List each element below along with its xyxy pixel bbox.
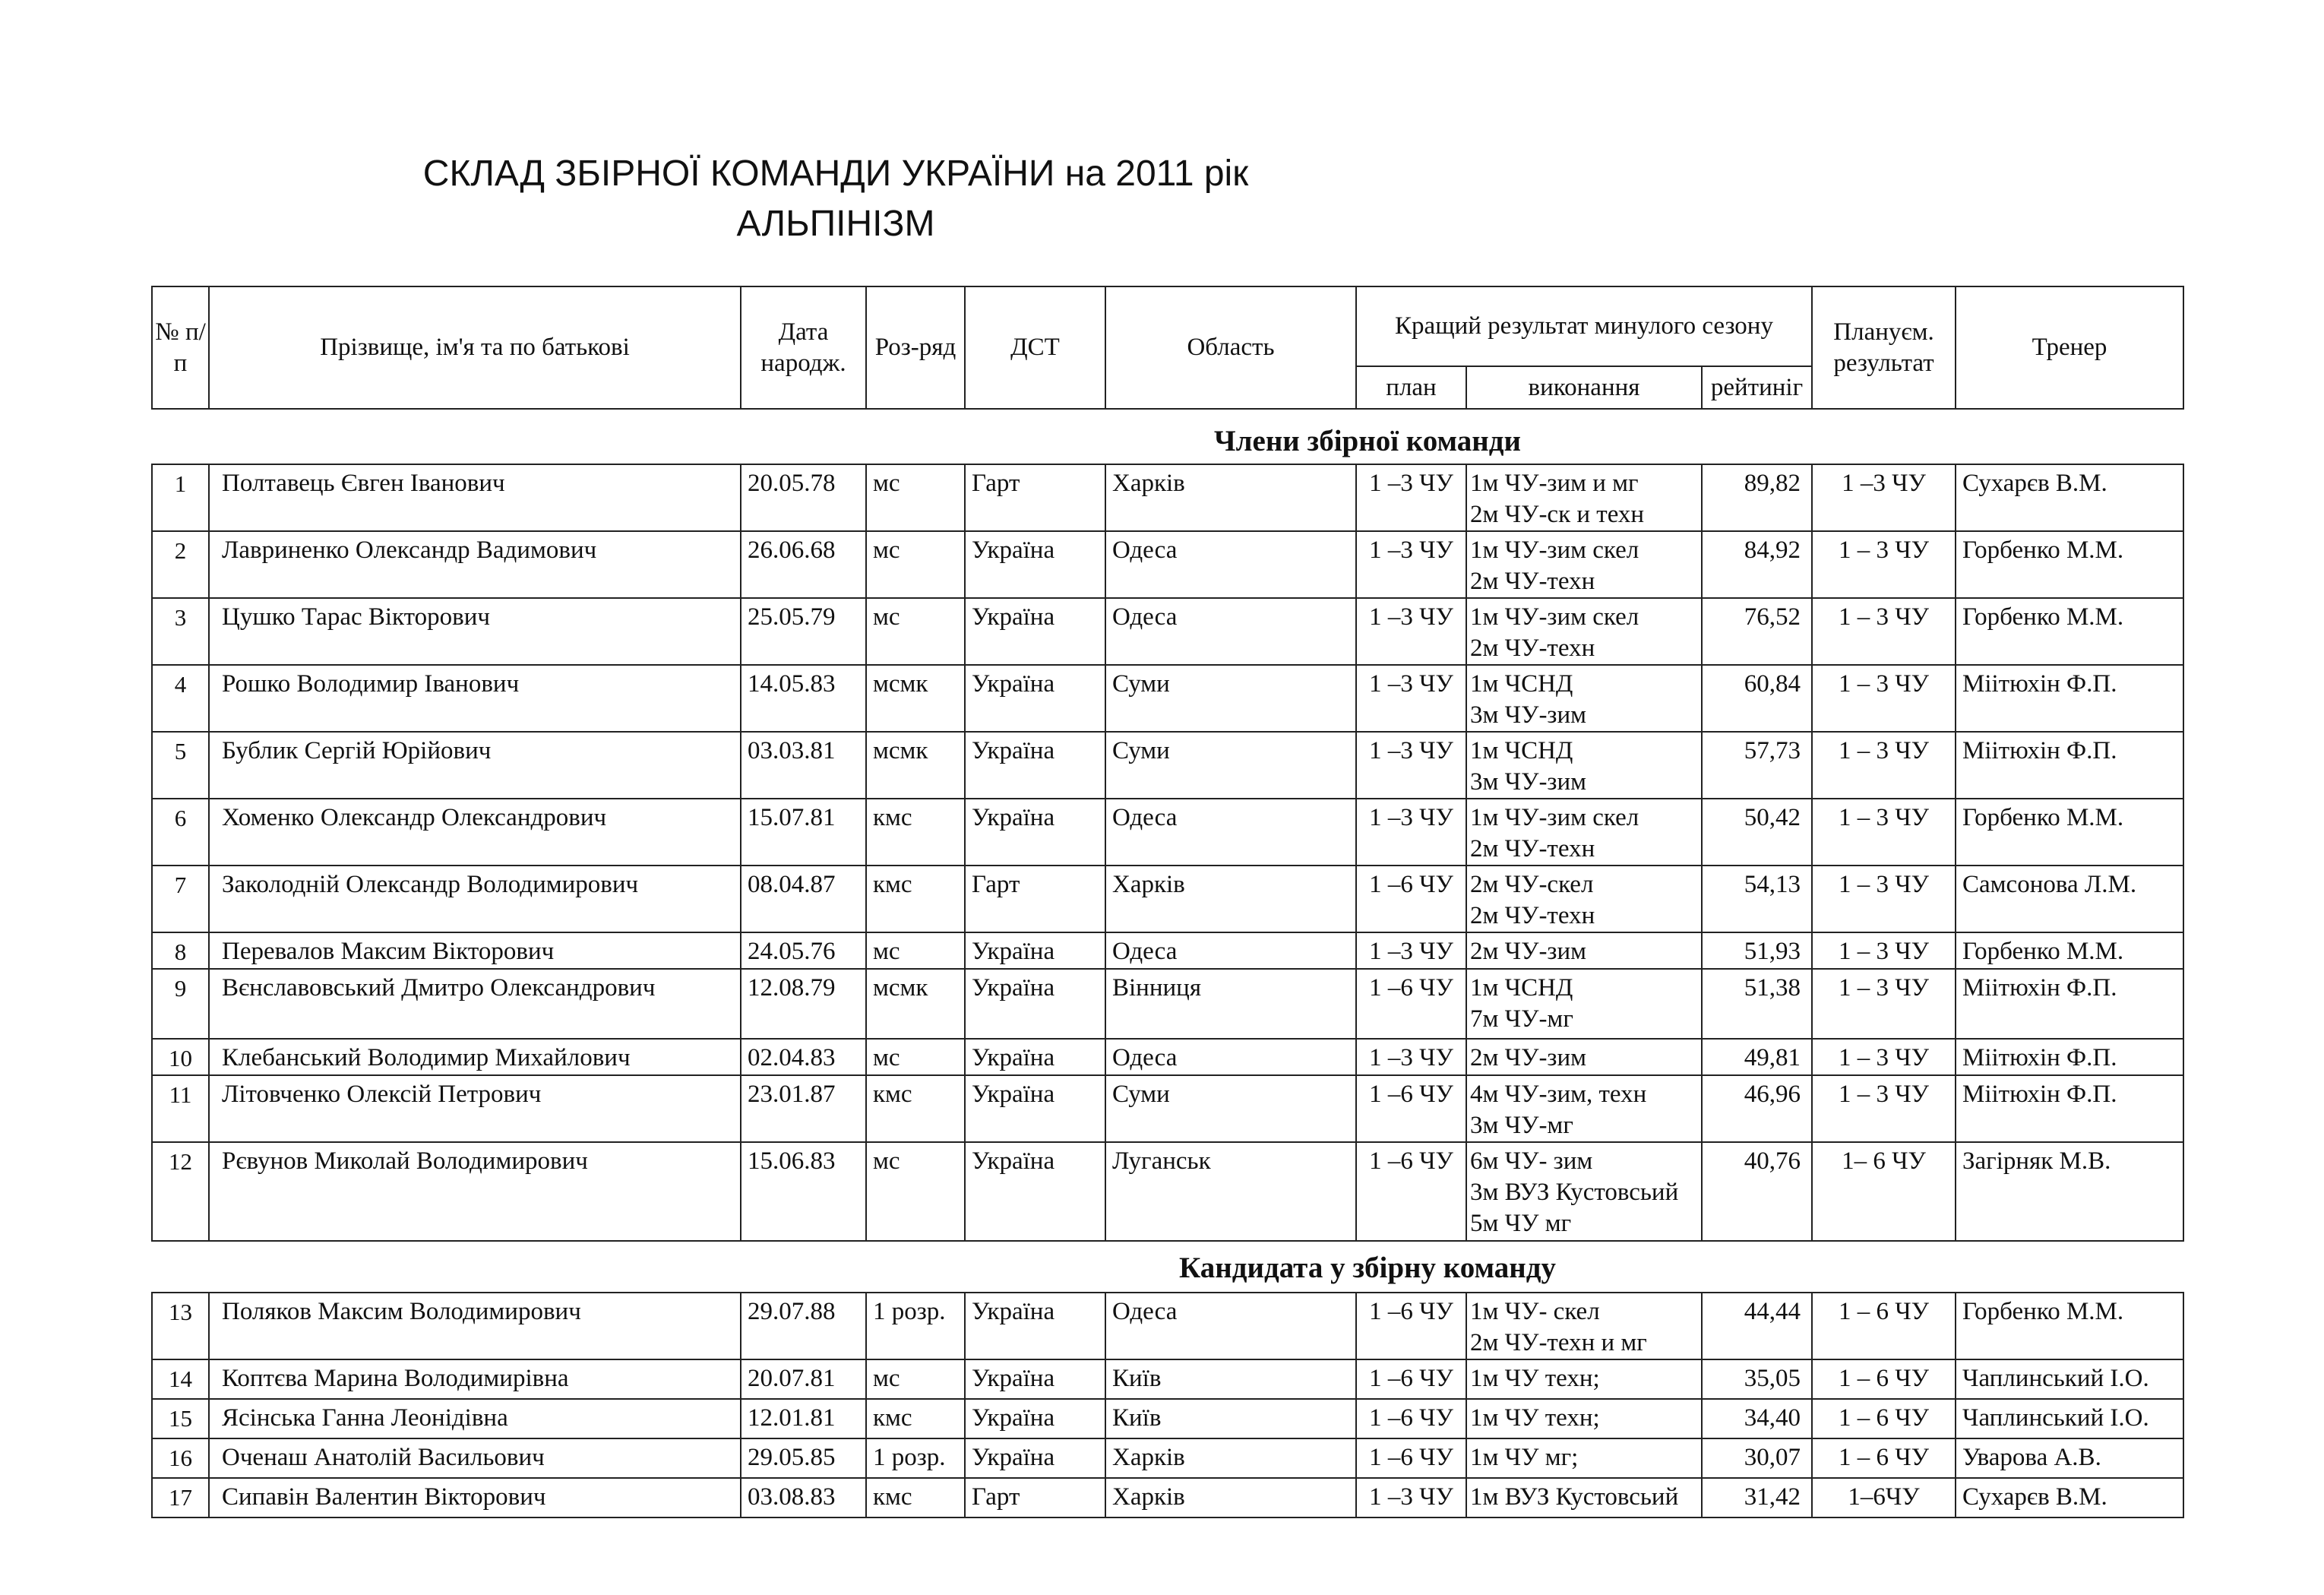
row-region: Одеса bbox=[1105, 598, 1356, 665]
row-result bbox=[1466, 665, 1702, 732]
row-planned: 1 – 3 ЧУ bbox=[1812, 969, 1956, 1039]
row-planned: 1 – 3 ЧУ bbox=[1812, 665, 1956, 732]
row-plan: 1 –6 ЧУ bbox=[1356, 969, 1466, 1039]
result-line: 1м ЧУ-зим скел bbox=[1470, 603, 1639, 631]
row-dob: 24.05.76 bbox=[741, 932, 866, 969]
row-plan: 1 –3 ЧУ bbox=[1356, 665, 1466, 732]
row-dob: 03.03.81 bbox=[741, 732, 866, 799]
result-line: 1м ЧУ мг; bbox=[1470, 1444, 1579, 1471]
row-rating: 46,96 bbox=[1702, 1075, 1812, 1142]
title-line-1: СКЛАД ЗБІРНОЇ КОМАНДИ УКРАЇНИ на 2011 рік bbox=[422, 153, 1249, 194]
row-planned: 1 – 6 ЧУ bbox=[1812, 1293, 1956, 1359]
row-result bbox=[1466, 1293, 1702, 1359]
table-row bbox=[152, 1142, 2183, 1241]
header-rating: рейтиніг bbox=[1702, 366, 1812, 409]
row-coach: Міітюхін Ф.П. bbox=[1956, 665, 2183, 732]
row-number: 8 bbox=[152, 932, 209, 969]
result-line: 2м ЧУ-техн bbox=[1470, 568, 1595, 595]
table-row bbox=[152, 969, 2183, 1039]
row-dob: 02.04.83 bbox=[741, 1039, 866, 1075]
row-rating: 84,92 bbox=[1702, 531, 1812, 598]
row-dob: 26.06.68 bbox=[741, 531, 866, 598]
row-coach: Загірняк М.В. bbox=[1956, 1142, 2183, 1241]
result-line: 1м ЧСНД bbox=[1470, 974, 1573, 1002]
row-coach: Міітюхін Ф.П. bbox=[1956, 732, 2183, 799]
row-rank: мсмк bbox=[866, 665, 965, 732]
members-table bbox=[151, 464, 2184, 1242]
row-dst: Україна bbox=[965, 1438, 1105, 1478]
row-rank: мсмк bbox=[866, 969, 965, 1039]
row-name: Літовченко Олексій Петрович bbox=[209, 1075, 741, 1142]
row-name: Вєнславовський Дмитро Олександрович bbox=[209, 969, 741, 1039]
row-region: Суми bbox=[1105, 665, 1356, 732]
table-row bbox=[152, 1399, 2183, 1438]
row-coach: Горбенко М.М. bbox=[1956, 1293, 2183, 1359]
row-dst: Україна bbox=[965, 799, 1105, 866]
row-planned: 1 – 3 ЧУ bbox=[1812, 799, 1956, 866]
row-coach: Уварова А.В. bbox=[1956, 1438, 2183, 1478]
header-coach: Тренер bbox=[1956, 286, 2183, 409]
row-number: 5 bbox=[152, 732, 209, 799]
row-rank: мс bbox=[866, 1359, 965, 1399]
row-name: Оченаш Анатолій Васильович bbox=[209, 1438, 741, 1478]
header-num: № п/п bbox=[152, 286, 209, 409]
row-number: 17 bbox=[152, 1478, 209, 1517]
row-result bbox=[1466, 1399, 1702, 1438]
row-name: Ясінська Ганна Леонідівна bbox=[209, 1399, 741, 1438]
row-coach: Горбенко М.М. bbox=[1956, 598, 2183, 665]
row-rank: кмс bbox=[866, 1478, 965, 1517]
row-rating: 54,13 bbox=[1702, 866, 1812, 932]
row-rating: 76,52 bbox=[1702, 598, 1812, 665]
header-dst: ДСТ bbox=[965, 286, 1105, 409]
table-row bbox=[152, 866, 2183, 932]
result-line: 1м ЧУ-зим скел bbox=[1470, 536, 1639, 564]
row-name: Заколодній Олександр Володимирович bbox=[209, 866, 741, 932]
row-planned: 1 – 3 ЧУ bbox=[1812, 732, 1956, 799]
row-region: Одеса bbox=[1105, 1039, 1356, 1075]
row-result bbox=[1466, 531, 1702, 598]
row-dst: Україна bbox=[965, 969, 1105, 1039]
row-planned: 1 – 3 ЧУ bbox=[1812, 531, 1956, 598]
header-region: Область bbox=[1105, 286, 1356, 409]
row-result bbox=[1466, 799, 1702, 866]
row-name: Бублик Сергій Юрійович bbox=[209, 732, 741, 799]
row-coach: Горбенко М.М. bbox=[1956, 531, 2183, 598]
row-dob: 03.08.83 bbox=[741, 1478, 866, 1517]
row-plan: 1 –6 ЧУ bbox=[1356, 1359, 1466, 1399]
row-name: Цушко Тарас Вікторович bbox=[209, 598, 741, 665]
row-dob: 25.05.79 bbox=[741, 598, 866, 665]
result-line: 2м ЧУ-зим bbox=[1470, 938, 1587, 965]
row-planned: 1 – 6 ЧУ bbox=[1812, 1399, 1956, 1438]
row-number: 3 bbox=[152, 598, 209, 665]
row-rank: мс bbox=[866, 598, 965, 665]
result-line: 2м ЧУ-ск и техн bbox=[1470, 501, 1645, 528]
row-number: 15 bbox=[152, 1399, 209, 1438]
row-plan: 1 –6 ЧУ bbox=[1356, 1293, 1466, 1359]
row-dst: Україна bbox=[965, 1399, 1105, 1438]
result-line: 4м ЧУ-зим, техн bbox=[1470, 1081, 1647, 1108]
table-row bbox=[152, 531, 2183, 598]
table-row bbox=[152, 665, 2183, 732]
row-number: 9 bbox=[152, 969, 209, 1039]
table-row bbox=[152, 799, 2183, 866]
row-plan: 1 –3 ЧУ bbox=[1356, 1039, 1466, 1075]
result-line: 1м ЧУ-зим и мг bbox=[1470, 470, 1639, 497]
row-dst: Україна bbox=[965, 665, 1105, 732]
row-region: Одеса bbox=[1105, 932, 1356, 969]
row-result bbox=[1466, 1039, 1702, 1075]
row-region: Луганськ bbox=[1105, 1142, 1356, 1241]
row-dob: 14.05.83 bbox=[741, 665, 866, 732]
row-rating: 35,05 bbox=[1702, 1359, 1812, 1399]
row-planned: 1 – 3 ЧУ bbox=[1812, 932, 1956, 969]
row-region: Вінниця bbox=[1105, 969, 1356, 1039]
row-rank: кмс bbox=[866, 1075, 965, 1142]
table-row bbox=[152, 1359, 2183, 1399]
row-name: Хоменко Олександр Олександрович bbox=[209, 799, 741, 866]
header-rank: Роз-ряд bbox=[866, 286, 965, 409]
row-coach: Міітюхін Ф.П. bbox=[1956, 1039, 2183, 1075]
table-row bbox=[152, 932, 2183, 969]
row-dst: Україна bbox=[965, 531, 1105, 598]
row-rating: 31,42 bbox=[1702, 1478, 1812, 1517]
row-rank: мсмк bbox=[866, 732, 965, 799]
result-line: 2м ЧУ-техн bbox=[1470, 835, 1595, 862]
row-plan: 1 –3 ЧУ bbox=[1356, 1478, 1466, 1517]
row-rating: 50,42 bbox=[1702, 799, 1812, 866]
row-plan: 1 –6 ЧУ bbox=[1356, 1438, 1466, 1478]
header-planned-result: Плануєм. результат bbox=[1812, 286, 1956, 409]
row-number: 10 bbox=[152, 1039, 209, 1075]
result-line: 7м ЧУ-мг bbox=[1470, 1005, 1573, 1033]
result-line: 1м ЧУ техн; bbox=[1470, 1404, 1600, 1432]
row-number: 16 bbox=[152, 1438, 209, 1478]
row-region: Харків bbox=[1105, 464, 1356, 531]
row-dst: Україна bbox=[965, 1142, 1105, 1241]
row-name: Клебанський Володимир Михайлович bbox=[209, 1039, 741, 1075]
row-rank: мс bbox=[866, 531, 965, 598]
row-region: Одеса bbox=[1105, 799, 1356, 866]
result-line: 1м ВУЗ Кустовсьий bbox=[1470, 1483, 1679, 1511]
row-dob: 12.01.81 bbox=[741, 1399, 866, 1438]
row-plan: 1 –6 ЧУ bbox=[1356, 1142, 1466, 1241]
result-line: 2м ЧУ-зим bbox=[1470, 1044, 1587, 1071]
row-name: Коптєва Марина Володимирівна bbox=[209, 1359, 741, 1399]
result-line: 2м ЧУ-техн и мг bbox=[1470, 1329, 1647, 1356]
row-rating: 34,40 bbox=[1702, 1399, 1812, 1438]
row-rank: мс bbox=[866, 464, 965, 531]
row-result bbox=[1466, 1359, 1702, 1399]
row-dst: Україна bbox=[965, 598, 1105, 665]
row-planned: 1 – 3 ЧУ bbox=[1812, 1039, 1956, 1075]
header-name: Прізвище, ім'я та по батькові bbox=[209, 286, 741, 409]
row-number: 11 bbox=[152, 1075, 209, 1142]
header-best-result: Кращий результат минулого сезону bbox=[1356, 286, 1812, 366]
row-coach: Сухарєв В.М. bbox=[1956, 1478, 2183, 1517]
result-line: 3м ВУЗ Кустовсьий bbox=[1470, 1179, 1679, 1206]
row-rating: 57,73 bbox=[1702, 732, 1812, 799]
members-section-title: Члени збірної команди bbox=[1214, 425, 1521, 457]
result-line: 3м ЧУ-зим bbox=[1470, 701, 1587, 729]
row-rank: мс bbox=[866, 1142, 965, 1241]
row-dst: Україна bbox=[965, 1039, 1105, 1075]
row-number: 2 bbox=[152, 531, 209, 598]
row-region: Одеса bbox=[1105, 1293, 1356, 1359]
row-region: Київ bbox=[1105, 1399, 1356, 1438]
document-title bbox=[0, 149, 1671, 249]
title-line-2: АЛЬПІНІЗМ bbox=[736, 204, 935, 244]
header-execution: виконання bbox=[1466, 366, 1702, 409]
row-coach: Горбенко М.М. bbox=[1956, 799, 2183, 866]
row-result bbox=[1466, 464, 1702, 531]
row-result bbox=[1466, 969, 1702, 1039]
row-result bbox=[1466, 1142, 1702, 1241]
row-plan: 1 –3 ЧУ bbox=[1356, 732, 1466, 799]
row-result bbox=[1466, 1478, 1702, 1517]
row-name: Лавриненко Олександр Вадимович bbox=[209, 531, 741, 598]
table-row bbox=[152, 464, 2183, 531]
row-rating: 44,44 bbox=[1702, 1293, 1812, 1359]
row-planned: 1 – 3 ЧУ bbox=[1812, 866, 1956, 932]
row-region: Харків bbox=[1105, 1478, 1356, 1517]
row-rating: 60,84 bbox=[1702, 665, 1812, 732]
row-dob: 12.08.79 bbox=[741, 969, 866, 1039]
row-coach: Сухарєв В.М. bbox=[1956, 464, 2183, 531]
result-line: 1м ЧСНД bbox=[1470, 737, 1573, 764]
table-row bbox=[152, 1293, 2183, 1359]
result-line: 3м ЧУ-зим bbox=[1470, 768, 1587, 796]
result-line: 3м ЧУ-мг bbox=[1470, 1112, 1573, 1139]
row-result bbox=[1466, 866, 1702, 932]
row-rating: 51,38 bbox=[1702, 969, 1812, 1039]
row-plan: 1 –3 ЧУ bbox=[1356, 464, 1466, 531]
row-planned: 1–6ЧУ bbox=[1812, 1478, 1956, 1517]
row-plan: 1 –6 ЧУ bbox=[1356, 1399, 1466, 1438]
row-coach: Чаплинський І.О. bbox=[1956, 1399, 2183, 1438]
row-rank: кмс bbox=[866, 799, 965, 866]
table-row bbox=[152, 1438, 2183, 1478]
row-planned: 1 – 3 ЧУ bbox=[1812, 598, 1956, 665]
row-dst: Україна bbox=[965, 1293, 1105, 1359]
row-number: 14 bbox=[152, 1359, 209, 1399]
result-line: 2м ЧУ-техн bbox=[1470, 635, 1595, 662]
row-rating: 30,07 bbox=[1702, 1438, 1812, 1478]
row-region: Одеса bbox=[1105, 531, 1356, 598]
result-line: 1м ЧУ-зим скел bbox=[1470, 804, 1639, 831]
row-result bbox=[1466, 732, 1702, 799]
table-row bbox=[152, 1039, 2183, 1075]
row-number: 13 bbox=[152, 1293, 209, 1359]
row-number: 1 bbox=[152, 464, 209, 531]
table-row bbox=[152, 598, 2183, 665]
row-name: Полтавець Євген Іванович bbox=[209, 464, 741, 531]
row-name: Перевалов Максим Вікторович bbox=[209, 932, 741, 969]
row-rank: мс bbox=[866, 932, 965, 969]
row-region: Суми bbox=[1105, 732, 1356, 799]
candidates-section-title: Кандидата у збірну команду bbox=[1179, 1252, 1556, 1284]
table-row bbox=[152, 732, 2183, 799]
row-name: Сипавін Валентин Вікторович bbox=[209, 1478, 741, 1517]
row-coach: Самсонова Л.М. bbox=[1956, 866, 2183, 932]
row-name: Рошко Володимир Іванович bbox=[209, 665, 741, 732]
row-dst: Україна bbox=[965, 932, 1105, 969]
row-plan: 1 –3 ЧУ bbox=[1356, 531, 1466, 598]
row-dob: 15.06.83 bbox=[741, 1142, 866, 1241]
row-result bbox=[1466, 1438, 1702, 1478]
result-line: 2м ЧУ-техн bbox=[1470, 902, 1595, 929]
row-planned: 1– 6 ЧУ bbox=[1812, 1142, 1956, 1241]
row-dob: 29.05.85 bbox=[741, 1438, 866, 1478]
row-name: Поляков Максим Володимирович bbox=[209, 1293, 741, 1359]
row-coach: Міітюхін Ф.П. bbox=[1956, 969, 2183, 1039]
result-line: 1м ЧУ техн; bbox=[1470, 1365, 1600, 1392]
row-dob: 08.04.87 bbox=[741, 866, 866, 932]
row-dob: 23.01.87 bbox=[741, 1075, 866, 1142]
row-plan: 1 –3 ЧУ bbox=[1356, 799, 1466, 866]
result-line: 6м ЧУ- зим bbox=[1470, 1147, 1593, 1175]
row-dob: 20.05.78 bbox=[741, 464, 866, 531]
row-coach: Чаплинський І.О. bbox=[1956, 1359, 2183, 1399]
row-planned: 1 – 6 ЧУ bbox=[1812, 1359, 1956, 1399]
row-dst: Гарт bbox=[965, 464, 1105, 531]
result-line: 1м ЧСНД bbox=[1470, 670, 1573, 698]
row-dst: Україна bbox=[965, 732, 1105, 799]
row-plan: 1 –6 ЧУ bbox=[1356, 1075, 1466, 1142]
row-result bbox=[1466, 932, 1702, 969]
header-dob: Дата народж. bbox=[741, 286, 866, 409]
result-line: 2м ЧУ-скел bbox=[1470, 871, 1594, 898]
candidates-table bbox=[151, 1292, 2184, 1518]
row-rating: 51,93 bbox=[1702, 932, 1812, 969]
row-number: 4 bbox=[152, 665, 209, 732]
row-rating: 89,82 bbox=[1702, 464, 1812, 531]
row-rank: 1 розр. bbox=[866, 1438, 965, 1478]
row-rank: мс bbox=[866, 1039, 965, 1075]
row-coach: Горбенко М.М. bbox=[1956, 932, 2183, 969]
row-region: Суми bbox=[1105, 1075, 1356, 1142]
row-rating: 40,76 bbox=[1702, 1142, 1812, 1241]
row-dst: Україна bbox=[965, 1075, 1105, 1142]
row-result bbox=[1466, 598, 1702, 665]
header-table bbox=[151, 286, 2184, 410]
row-dst: Україна bbox=[965, 1359, 1105, 1399]
row-region: Харків bbox=[1105, 866, 1356, 932]
row-plan: 1 –3 ЧУ bbox=[1356, 932, 1466, 969]
row-planned: 1 – 6 ЧУ bbox=[1812, 1438, 1956, 1478]
table-row bbox=[152, 1075, 2183, 1142]
row-result bbox=[1466, 1075, 1702, 1142]
table-row bbox=[152, 1478, 2183, 1517]
row-number: 12 bbox=[152, 1142, 209, 1241]
row-dst: Гарт bbox=[965, 866, 1105, 932]
row-plan: 1 –6 ЧУ bbox=[1356, 866, 1466, 932]
row-number: 6 bbox=[152, 799, 209, 866]
row-dob: 20.07.81 bbox=[741, 1359, 866, 1399]
row-planned: 1 –3 ЧУ bbox=[1812, 464, 1956, 531]
row-rank: 1 розр. bbox=[866, 1293, 965, 1359]
row-coach: Міітюхін Ф.П. bbox=[1956, 1075, 2183, 1142]
row-dob: 15.07.81 bbox=[741, 799, 866, 866]
result-line: 1м ЧУ- скел bbox=[1470, 1298, 1600, 1325]
row-number: 7 bbox=[152, 866, 209, 932]
result-line: 5м ЧУ мг bbox=[1470, 1210, 1572, 1237]
row-rank: кмс bbox=[866, 866, 965, 932]
row-plan: 1 –3 ЧУ bbox=[1356, 598, 1466, 665]
row-region: Київ bbox=[1105, 1359, 1356, 1399]
row-rank: кмс bbox=[866, 1399, 965, 1438]
row-dob: 29.07.88 bbox=[741, 1293, 866, 1359]
row-planned: 1 – 3 ЧУ bbox=[1812, 1075, 1956, 1142]
row-dst: Гарт bbox=[965, 1478, 1105, 1517]
row-name: Рєвунов Миколай Володимирович bbox=[209, 1142, 741, 1241]
header-plan: план bbox=[1356, 366, 1466, 409]
row-region: Харків bbox=[1105, 1438, 1356, 1478]
row-rating: 49,81 bbox=[1702, 1039, 1812, 1075]
